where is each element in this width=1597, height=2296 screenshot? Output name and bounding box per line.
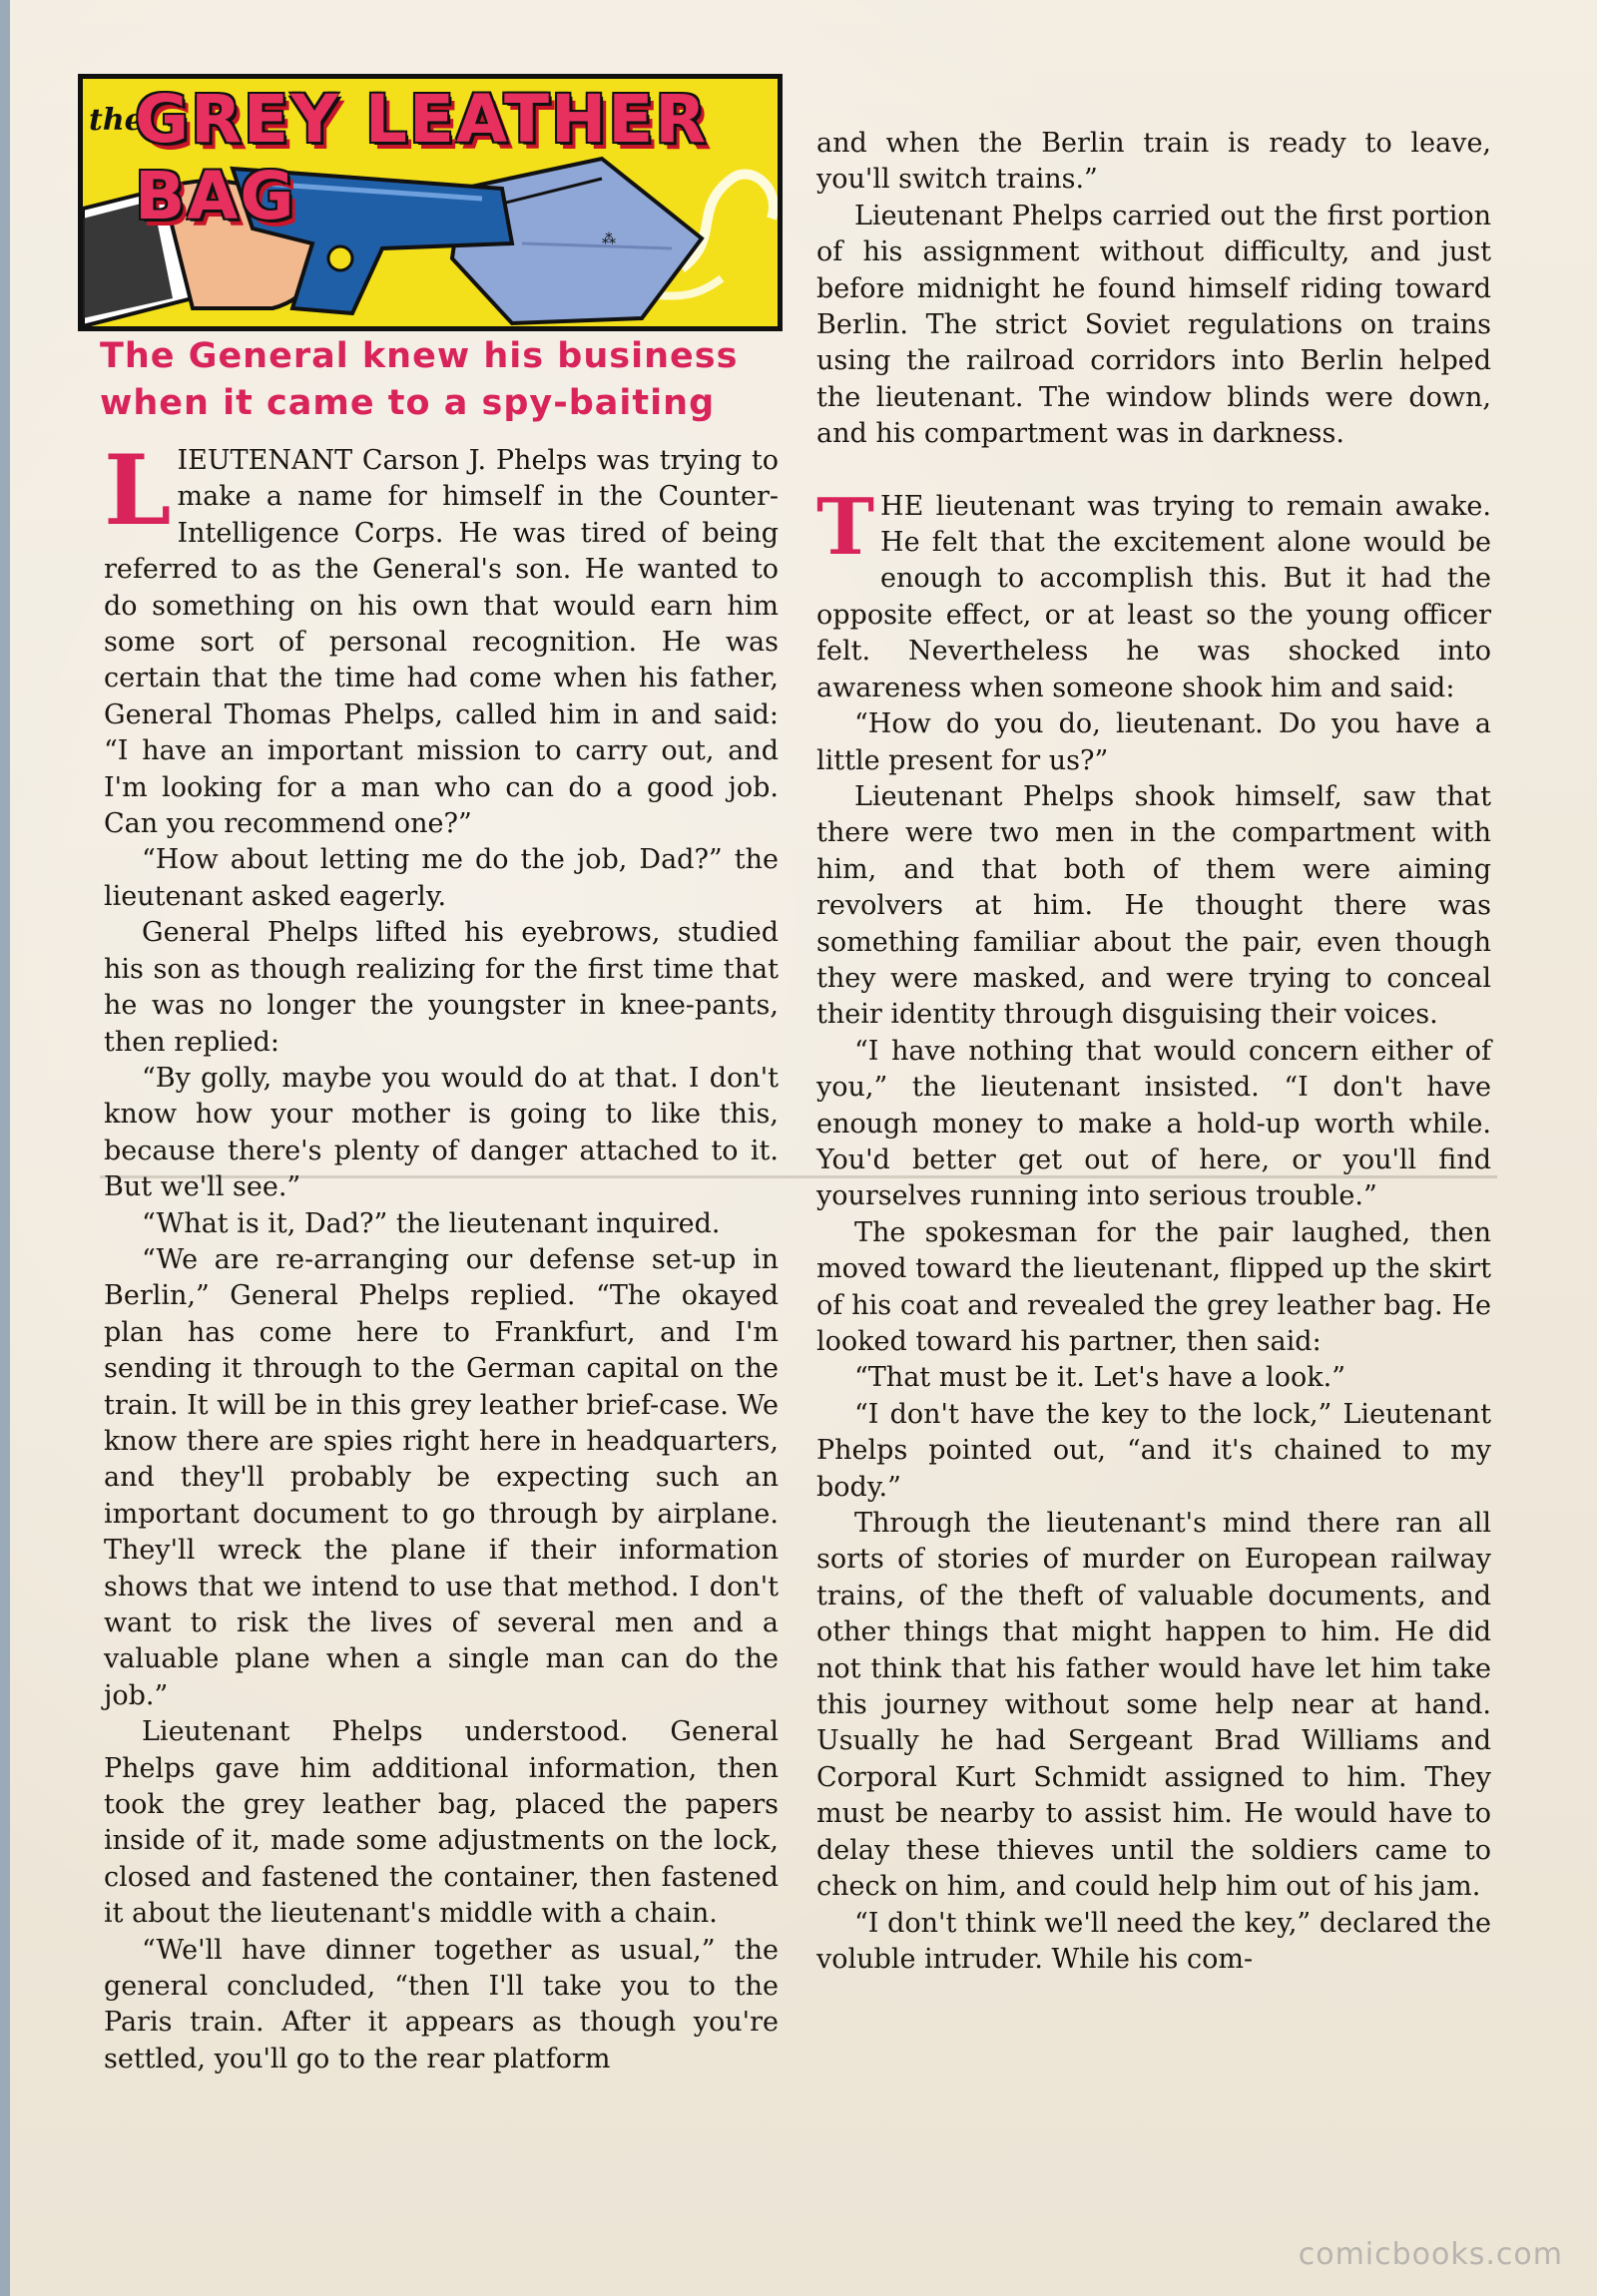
paragraph bbox=[104, 434, 779, 842]
paragraph: Lieutenant Phelps carried out the first portion of his assignment without difficulty, and just before midnight he found himself riding toward Berlin. The strict Soviet regulations on trains using the railroad corridors into Berlin helped the lieutenant. The window blinds were down, and his compartment was in darkness. bbox=[816, 200, 1491, 450]
drop-cap: L bbox=[104, 434, 172, 547]
paragraph: “We are re-arranging our defense set-up in Berlin,” General Phelps replied. “The okayed plan has come here to Frankfurt, and I'm sending it through to the German capital on the train. It will be in this grey leather brief-case. We know there are spies right here in headquarters, and they'll probably be expecting such an important document to go through by airplane. They'll wreck the plane if their information shows that we intend to use that method. I don't want to risk the lives of several men and a valuable plane when a single man can do the job.” bbox=[104, 1243, 779, 1711]
paragraph: “By golly, maybe you would do at that. I don't know how your mother is going to like this, because there's plenty of danger attached to it. But we'll see.” bbox=[104, 1062, 779, 1203]
paragraph: Lieutenant Phelps understood. General Phelps gave him additional information, then took the grey leather bag, placed the papers inside of it, made some adjustments on the lock, closed and fastened the container, then fastened it about the lieutenant's middle with a chain. bbox=[104, 1716, 779, 1930]
paragraph: Through the lieutenant's mind there ran all sorts of stories of murder on European railway trains, of the theft of valuable documents, and other things that might happen to him. He did not think that his father would have let him take this journey without some help near at hand. Usually he had Sergeant Brad Williams and Corporal Kurt Schmidt assigned to him. They must be nearby to assist him. He would have to delay these thieves until the soldiers came to check on him, and could help him out of his jam. bbox=[816, 1508, 1491, 1903]
site-watermark: comicbooks.com bbox=[1298, 2237, 1563, 2272]
paragraph: General Phelps lifted his eyebrows, studied his son as though realizing for the first time that he was no longer the youngster in knee-pants, then replied: bbox=[104, 917, 779, 1058]
paragraph bbox=[816, 481, 1491, 706]
subtitle-line-2: when it came to a spy-baiting bbox=[100, 383, 716, 423]
paragraph: Lieutenant Phelps shook himself, saw that there were two men in the compartment with him, and that both of them were aiming revolvers at him. He thought there was something familiar about the pair, even though they were masked, and were trying to conceal their identity through disguising their voices. bbox=[816, 780, 1491, 1031]
story-subtitle bbox=[100, 333, 779, 427]
paragraph: “We'll have dinner together as usual,” the general concluded, “then I'll take you to the Paris train. After it appears as though you're settled, you'll go to the rear platform bbox=[104, 1934, 779, 2074]
svg-text:⁂: ⁂ bbox=[602, 231, 616, 247]
paragraph-text: IEUTENANT Carson J. Phelps was trying to make a name for himself in the Counter-Intelligence Corps. He was tired of being referred to as the General's son. He wanted to do something on his own that would earn him some sort of personal recognition. He was certain that the time had come when his father, General Thomas Phelps, called him in and said: “I have an important mission to carry out, and I'm looking for a man who can do a good job. Can you recommend one?” bbox=[104, 445, 779, 840]
story-title: GREY LEATHER BAG bbox=[135, 81, 709, 234]
paragraph: “I don't have the key to the lock,” Lieutenant Phelps pointed out, “and it's chained to my body.” bbox=[816, 1398, 1491, 1503]
paragraph: “I have nothing that would concern either of you,” the lieutenant insisted. “I don't have enough money to make a hold-up worth while. You'd better get out of here, or you'll find yourselves running into serious trouble.” bbox=[816, 1035, 1491, 1212]
paragraph: The spokesman for the pair laughed, then moved toward the lieutenant, flipped up the skirt of his coat and revealed the grey leather bag. He looked toward his partner, then said: bbox=[816, 1216, 1491, 1357]
page-edge bbox=[0, 0, 10, 2296]
paragraph: “How about letting me do the job, Dad?” the lieutenant asked eagerly. bbox=[104, 844, 779, 912]
title-panel bbox=[78, 74, 783, 331]
title-prefix: the bbox=[89, 103, 144, 138]
paragraph: “I don't think we'll need the key,” declared the voluble intruder. While his com- bbox=[816, 1907, 1491, 1975]
left-text-column bbox=[104, 434, 779, 2077]
right-text-column bbox=[816, 126, 1491, 1978]
paragraph: “How do you do, lieutenant. Do you have a little present for us?” bbox=[816, 708, 1491, 776]
paragraph: and when the Berlin train is ready to leave, you'll switch trains.” bbox=[816, 128, 1491, 196]
paragraph: “What is it, Dad?” the lieutenant inquired. bbox=[142, 1207, 721, 1239]
subtitle-line-1: The General knew his business bbox=[100, 336, 739, 376]
paragraph-text: HE lieutenant was trying to remain awake. He felt that the excitement alone would be enough to accomplish this. But it had the opposite effect, or at least so the young officer felt. Nevertheless he was shocked into awareness when someone shook him and said: bbox=[816, 490, 1491, 703]
drop-cap: T bbox=[816, 481, 875, 573]
paragraph: “That must be it. Let's have a look.” bbox=[854, 1362, 1345, 1394]
